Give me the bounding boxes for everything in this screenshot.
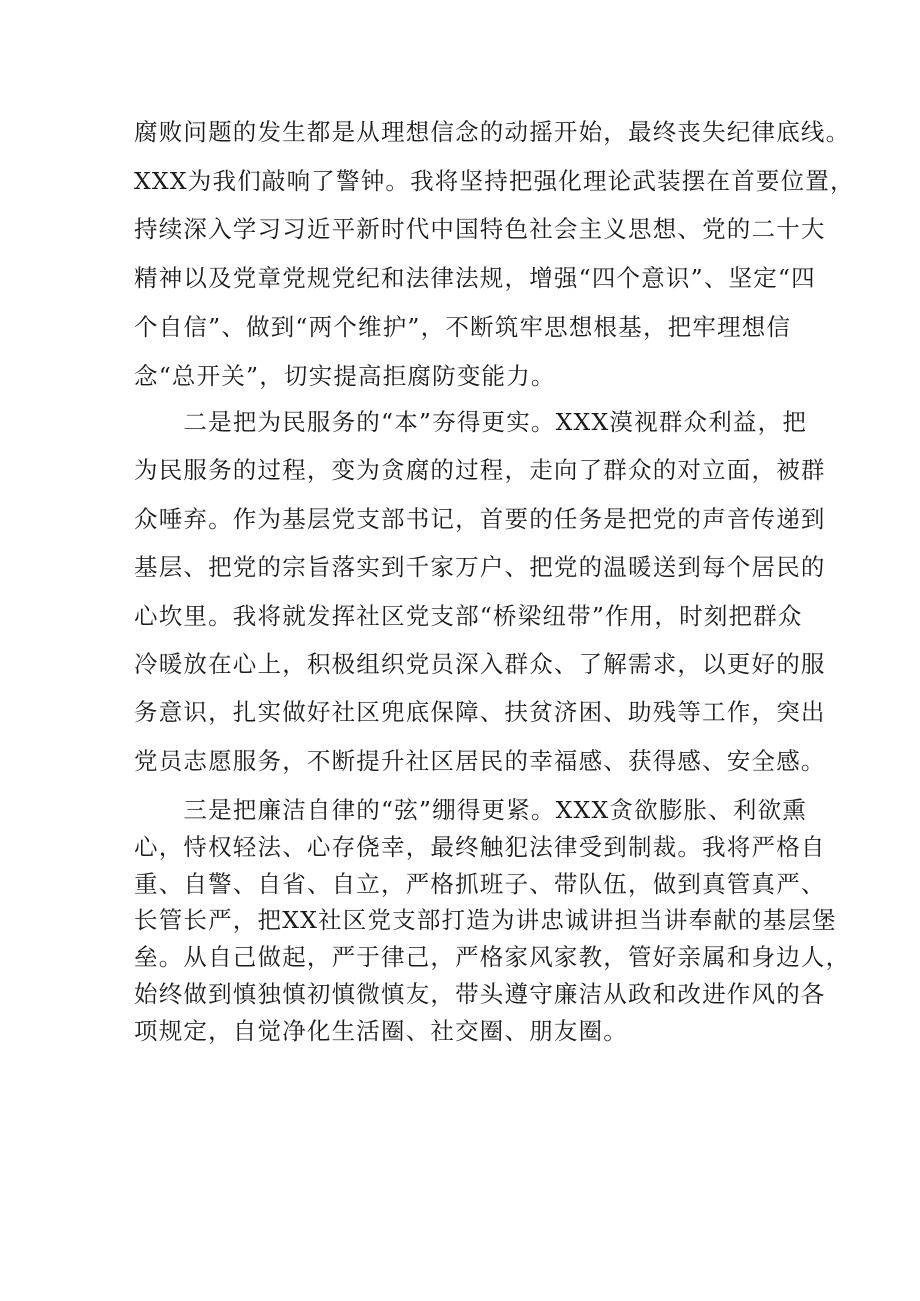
- text-line: 基层、把党的宗旨落实到千家万户、把党的温暖送到每个居民的: [134, 553, 826, 582]
- text-line: 冷暖放在心上，积极组织党员深入群众、了解需求，以更好的服: [134, 650, 826, 679]
- text-line: 腐败问题的发生都是从理想信念的动摇开始，最终丧失纪律底线。: [134, 118, 851, 146]
- text-line: 心，恃权轻法、心存侥幸，最终触犯法律受到制裁。我将严格自: [134, 832, 826, 861]
- text-line: 为民服务的过程，变为贪腐的过程，走向了群众的对立面，被群: [134, 456, 826, 485]
- text-line: 持续深入学习习近平新时代中国特色社会主义思想、党的二十大: [134, 215, 826, 244]
- paragraph-ideals: [134, 108, 855, 400]
- paragraph-integrity: [134, 792, 851, 1050]
- text-line: 心坎里。我将就发挥社区党支部“桥梁纽带”作用，时刻把群众: [134, 601, 803, 630]
- text-line: XXX为我们敲响了警钟。我将坚持把强化理论武装摆在首要位置，: [134, 166, 855, 195]
- text-line: 众唾弃。作为基层党支部书记，首要的任务是把党的声音传递到: [134, 504, 826, 533]
- text-line: 三是把廉洁自律的“弦”绷得更紧。XXX贪欲膨胀、利欲熏: [134, 796, 808, 824]
- text-line: 务意识，扎实做好社区兜底保障、扶贫济困、助残等工作，突出: [134, 698, 826, 727]
- text-line: 项规定，自觉净化生活圈、社交圈、朋友圈。: [134, 1016, 628, 1045]
- text-line: 垒。从自己做起，严于律己，严格家风家教，管好亲属和身边人，: [134, 943, 851, 972]
- paragraph-serve-people: [134, 398, 826, 785]
- text-line: 精神以及党章党规党纪和法律法规，增强“四个意识”、坚定“四: [134, 264, 816, 293]
- text-line: 念“总开关”，切实提高拒腐防变能力。: [134, 361, 556, 390]
- text-line: 始终做到慎独慎初慎微慎友，带头遵守廉洁从政和改进作风的各: [134, 979, 826, 1008]
- text-line: 长管长严，把XX社区党支部打造为讲忠诚讲担当讲奉献的基层堡: [134, 906, 837, 935]
- text-line: 重、自警、自省、自立，严格抓班子、带队伍，做到真管真严、: [134, 869, 826, 898]
- text-line: 党员志愿服务，不断提升社区居民的幸福感、获得感、安全感。: [134, 746, 826, 775]
- text-line: 二是把为民服务的“本”夯得更实。XXX漠视群众利益，把: [134, 408, 808, 436]
- text-line: 个自信”、做到“两个维护”，不断筑牢思想根基，把牢理想信: [134, 312, 792, 341]
